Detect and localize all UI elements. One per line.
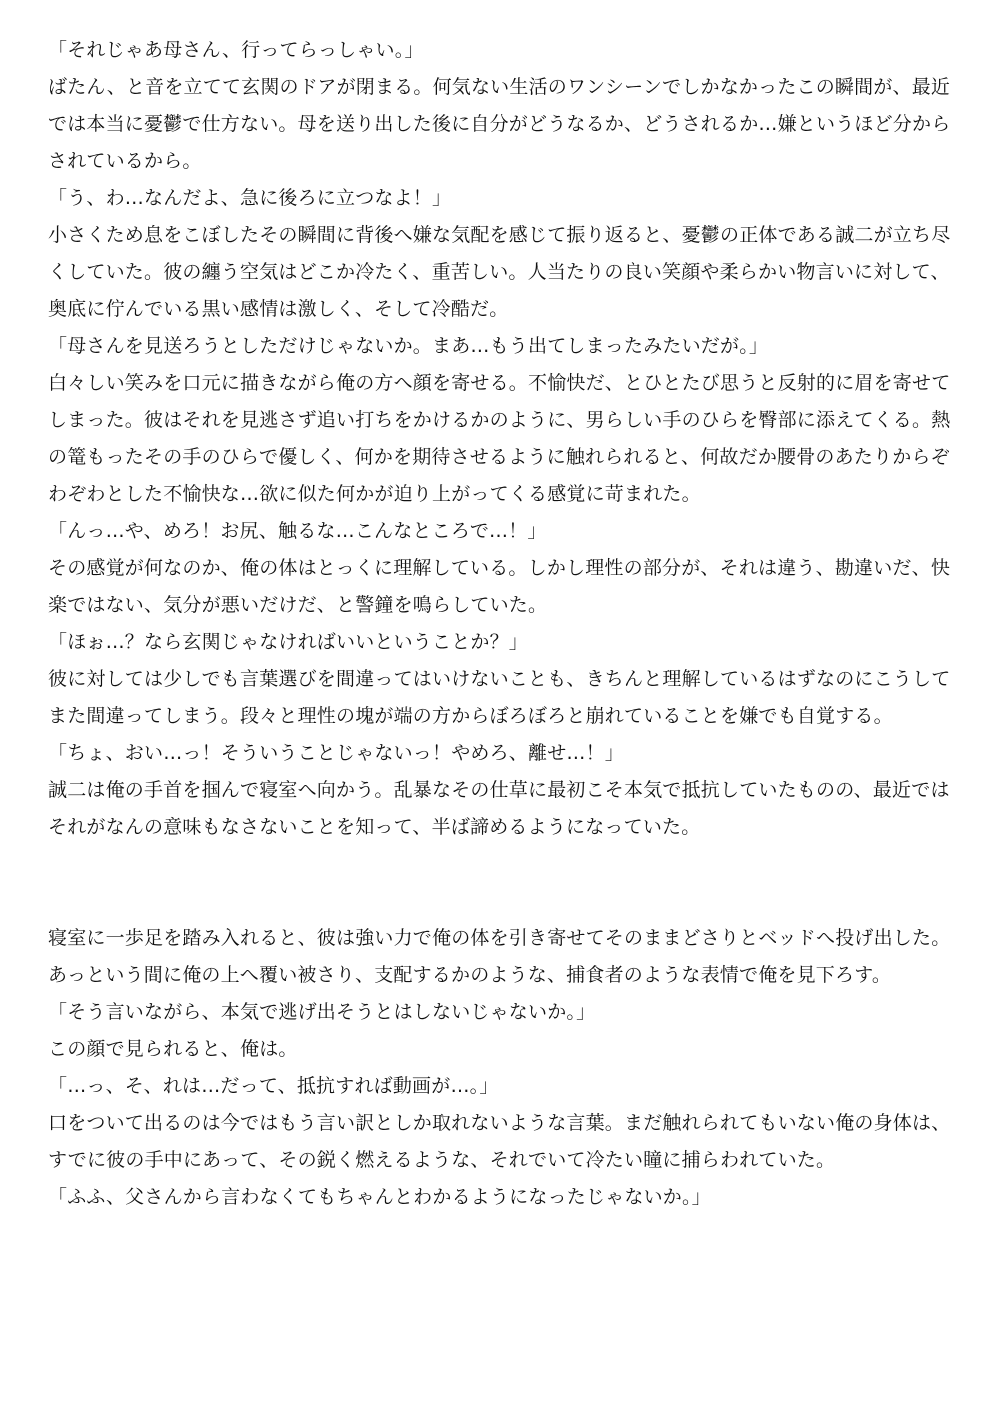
dialogue-line: 「ふふ、父さんから言わなくてもちゃんとわかるようになったじゃないか。」 bbox=[48, 1186, 711, 1208]
dialogue-line: 「ちょ、おい…っ！そういうことじゃないっ！やめろ、離せ…！」 bbox=[48, 742, 625, 764]
narration-paragraph: ばたん、と音を立てて玄関のドアが閉まる。何気ない生活のワンシーンでしかなかったこの瞬間が、最近では本当に憂鬱で仕方ない。母を送り出した後に自分がどうなるか、どうされるか…嫌というほど分からされているから。 bbox=[48, 76, 951, 172]
scene-break bbox=[48, 846, 960, 920]
dialogue-line: 「んっ…や、めろ！お尻、触るな…こんなところで…！」 bbox=[48, 520, 547, 542]
novel-page bbox=[48, 32, 960, 1216]
dialogue-line: 「母さんを見送ろうとしただけじゃないか。まあ…もう出てしまったみたいだが。」 bbox=[48, 335, 769, 357]
narration-paragraph: 白々しい笑みを口元に描きながら俺の方へ顔を寄せる。不愉快だ、とひとたび思うと反射的に眉を寄せてしまった。彼はそれを見逃さず追い打ちをかけるかのように、男らしい手のひらを臀部に添えてくる。熱の篭もったその手のひらで優しく、何かを期待させるように触れられると、何故だか腰骨のあたりからぞわぞわとした不愉快な…欲に似た何かが迫り上がってくる感覚に苛まれた。 bbox=[48, 372, 951, 505]
narration-paragraph: 彼に対しては少しでも言葉選びを間違ってはいけないことも、きちんと理解しているはずなのにこうしてまた間違ってしまう。段々と理性の塊が端の方からぼろぼろと崩れていることを嫌でも自覚する。 bbox=[48, 668, 951, 727]
narration-paragraph: その感覚が何なのか、俺の体はとっくに理解している。しかし理性の部分が、それは違う、勘違いだ、快楽ではない、気分が悪いだけだ、と警鐘を鳴らしていた。 bbox=[48, 557, 951, 616]
dialogue-line: 「う、わ…なんだよ、急に後ろに立つなよ！」 bbox=[48, 187, 452, 209]
dialogue-line: 「そう言いながら、本気で逃げ出そうとはしないじゃないか。」 bbox=[48, 1001, 596, 1023]
narration-paragraph: 誠二は俺の手首を掴んで寝室へ向かう。乱暴なその仕草に最初こそ本気で抵抗していたものの、最近ではそれがなんの意味もなさないことを知って、半ば諦めるようになっていた。 bbox=[48, 779, 950, 838]
narration-paragraph: 寝室に一歩足を踏み入れると、彼は強い力で俺の体を引き寄せてそのままどさりとベッドへ投げ出した。あっという間に俺の上へ覆い被さり、支配するかのような、捕食者のような表情で俺を見下ろす。 bbox=[48, 927, 951, 986]
narration-paragraph: この顔で見られると、俺は。 bbox=[48, 1038, 298, 1060]
dialogue-line: 「それじゃあ母さん、行ってらっしゃい。」 bbox=[48, 39, 424, 61]
narration-paragraph: 口をついて出るのは今ではもう言い訳としか取れないような言葉。まだ触れられてもいない俺の身体は、すでに彼の手中にあって、その鋭く燃えるような、それでいて冷たい瞳に捕らわれていた。 bbox=[48, 1112, 951, 1171]
dialogue-line: 「…っ、そ、れは…だって、抵抗すれば動画が…。」 bbox=[48, 1075, 499, 1097]
narration-paragraph: 小さくため息をこぼしたその瞬間に背後へ嫌な気配を感じて振り返ると、憂鬱の正体である誠二が立ち尽くしていた。彼の纏う空気はどこか冷たく、重苦しい。人当たりの良い笑顔や柔らかい物言いに対して、奥底に佇んでいる黒い感情は激しく、そして冷酷だ。 bbox=[48, 224, 951, 320]
dialogue-line: 「ほぉ…？なら玄関じゃなければいいということか？」 bbox=[48, 631, 529, 653]
